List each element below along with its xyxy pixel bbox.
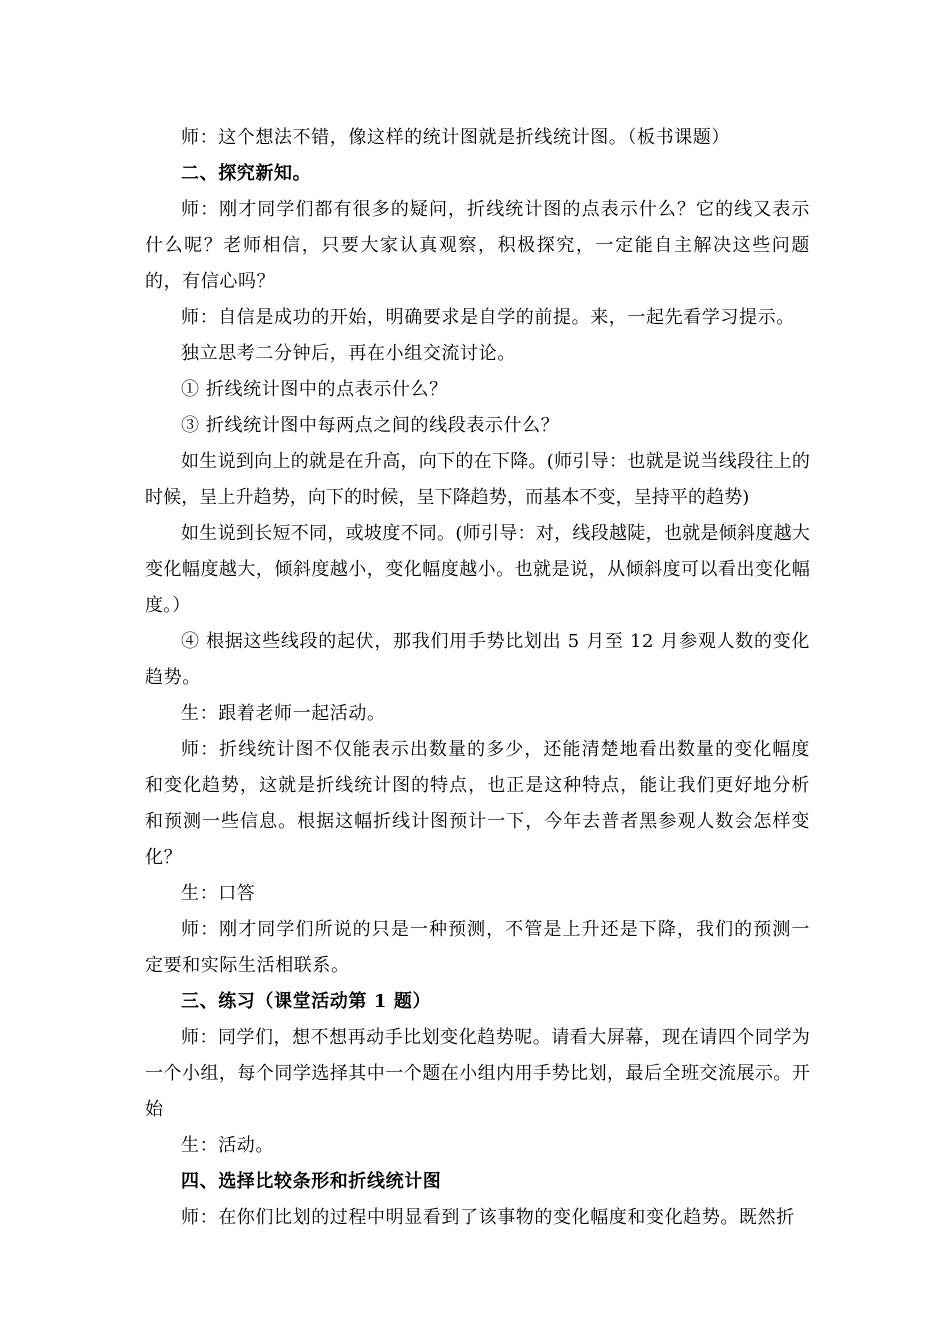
question-item-points: ① 折线统计图中的点表示什么？ <box>181 379 448 400</box>
paragraph-teacher-group-task: 师：同学们，想不想再动手比划变化趋势呢。请看大屏幕，现在请四个同学为一个小组，每个同学选择其中一个题在小组内用手势比划，最后全班交流展示。开始 <box>145 1027 810 1120</box>
section-heading-practice: 三、练习（课堂活动第 1 题） <box>181 991 432 1012</box>
paragraph-student-activity: 生：跟着老师一起活动。 <box>181 703 386 724</box>
paragraph-teacher-confidence: 师：自信是成功的开始，明确要求是自学的前提。来，一起先看学习提示。 <box>181 307 795 328</box>
paragraph-think-discuss: 独立思考二分钟后，再在小组交流讨论。 <box>181 343 516 364</box>
paragraph-teacher-features: 师：折线统计图不仅能表示出数量的多少，还能清楚地看出数量的变化幅度和变化趋势，这就是折线统计图的特点，也正是这种特点，能让我们更好地分析和预测一些信息。根据这幅折线计图预计一下，今年去普者黑参观人数会怎样变化？ <box>145 739 810 868</box>
section-heading-explore: 二、探究新知。 <box>181 163 312 184</box>
paragraph-student-activity-2: 生：活动。 <box>181 1135 274 1156</box>
paragraph-student-answer: 生：口答 <box>181 883 256 904</box>
section-heading-compare: 四、选择比较条形和折线统计图 <box>181 1171 442 1192</box>
question-item-segments: ③ 折线统计图中每两点之间的线段表示什么？ <box>181 415 560 436</box>
paragraph-teacher-intro: 师：这个想法不错，像这样的统计图就是折线统计图。（板书课题） <box>181 127 730 148</box>
paragraph-teacher-compare: 师：在你们比划的过程中明显看到了该事物的变化幅度和变化趋势。既然折 <box>181 1207 795 1228</box>
paragraph-slope-guidance: 如生说到长短不同，或坡度不同。(师引导：对，线段越陡，也就是倾斜度越大变化幅度越大，倾斜度越小，变化幅度越小。也就是说，从倾斜度可以看出变化幅度。） <box>145 523 810 616</box>
question-item-gesture: ④ 根据这些线段的起伏，那我们用手势比划出 5 月至 12 月参观人数的变化趋势。 <box>145 631 810 688</box>
paragraph-teacher-prediction: 师：刚才同学们所说的只是一种预测，不管是上升还是下降，我们的预测一定要和实际生活相联系。 <box>145 919 810 976</box>
paragraph-trend-guidance: 如生说到向上的就是在升高，向下的在下降。(师引导：也就是说当线段往上的时候，呈上升趋势，向下的时候，呈下降趋势，而基本不变，呈持平的趋势) <box>145 451 810 508</box>
paragraph-teacher-questions: 师：刚才同学们都有很多的疑问，折线统计图的点表示什么？它的线又表示什么呢？老师相信，只要大家认真观察，积极探究，一定能自主解决这些问题的，有信心吗？ <box>145 199 810 292</box>
document-page <box>145 120 810 1236</box>
